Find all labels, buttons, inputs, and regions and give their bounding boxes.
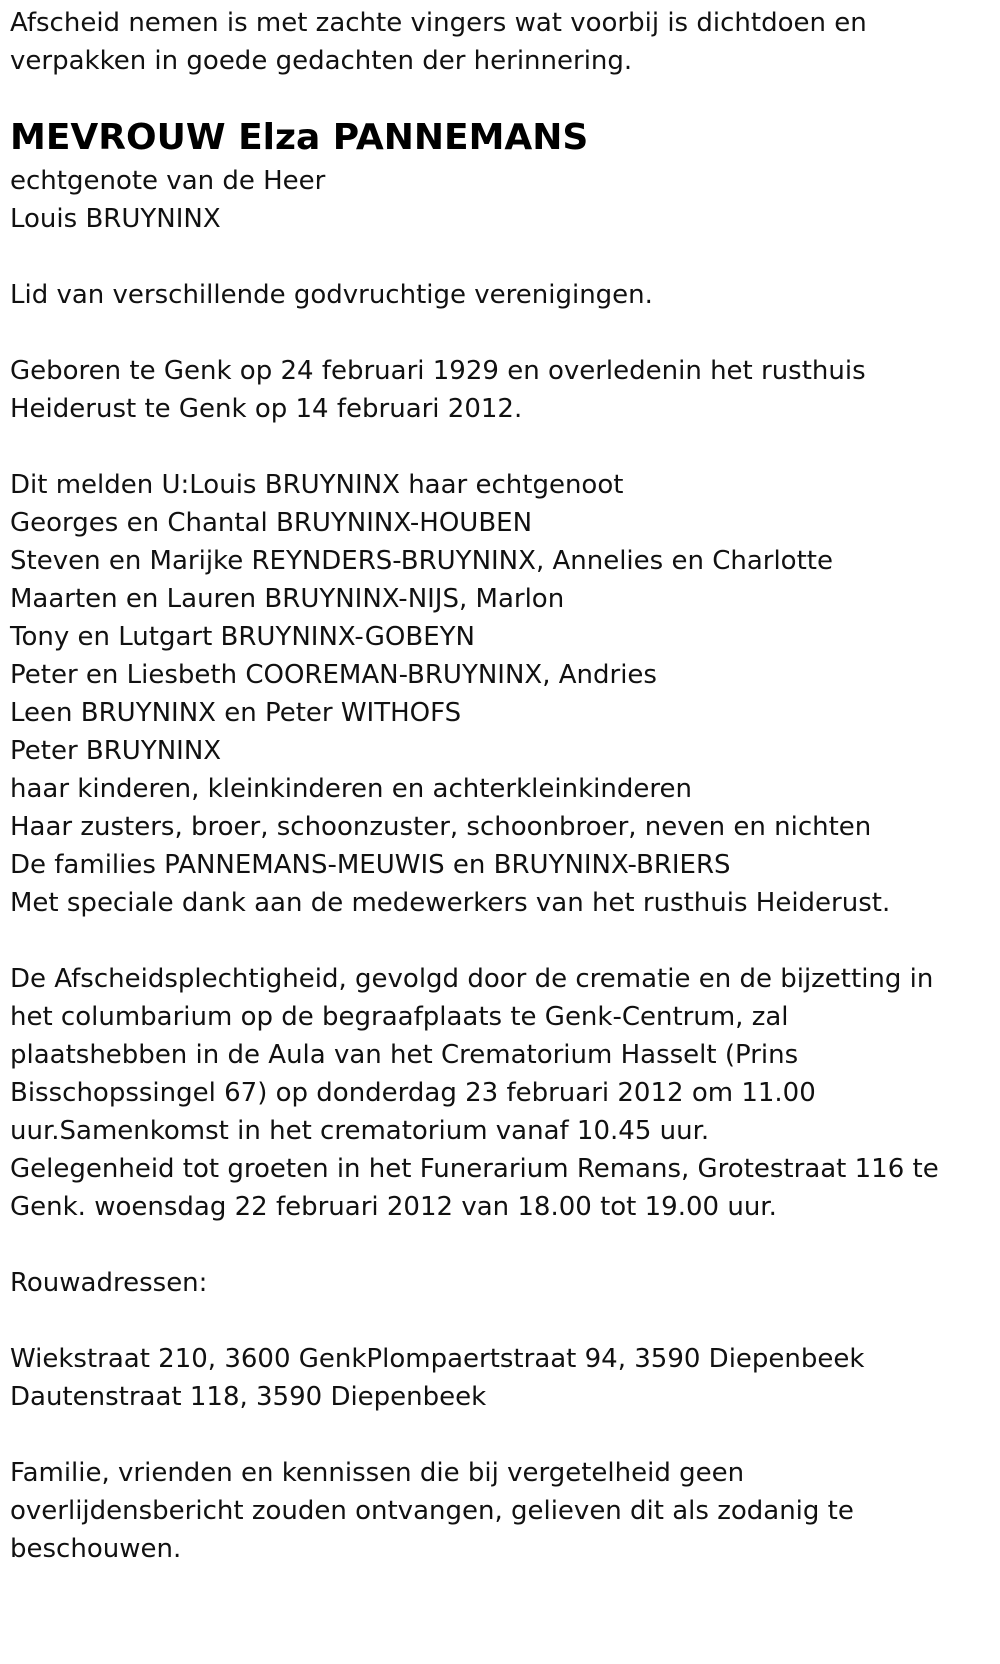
intro-line: verpakken in goede gedachten der herinnering. [10,46,633,76]
deceased-name: MEVROUW Elza PANNEMANS [10,117,589,158]
family-line: Dit melden U:Louis BRUYNINX haar echtgenoot [10,470,624,500]
family-line: Maarten en Lauren BRUYNINX-NIJS, Marlon [10,584,565,614]
closing-line: beschouwen. [10,1534,182,1564]
ceremony-line: Genk. woensdag 22 februari 2012 van 18.00 tot 19.00 uur. [10,1192,777,1222]
spouse-info [10,162,990,238]
ceremony-info [10,960,990,1226]
intro-line: Afscheid nemen is met zachte vingers wat voorbij is dichtdoen en [10,8,867,38]
ceremony-line: het columbarium op de begraafplaats te Genk-Centrum, zal [10,1002,789,1032]
family-line: Peter en Liesbeth COOREMAN-BRUYNINX, Andries [10,660,657,690]
birth-death-line: Geboren te Genk op 24 februari 1929 en overledenin het rusthuis [10,356,866,386]
address-line: Dautenstraat 118, 3590 Diepenbeek [10,1382,487,1412]
ceremony-line: plaatshebben in de Aula van het Crematorium Hasselt (Prins [10,1040,799,1070]
ceremony-line: uur.Samenkomst in het crematorium vanaf 10.45 uur. [10,1116,710,1146]
family-line: De families PANNEMANS-MEUWIS en BRUYNINX-BRIERS [10,850,731,880]
family-line: Peter BRUYNINX [10,736,222,766]
family-line: haar kinderen, kleinkinderen en achterkleinkinderen [10,774,692,804]
ceremony-line: Gelegenheid tot groeten in het Funerarium Remans, Grotestraat 116 te [10,1154,939,1184]
family-list [10,466,990,922]
closing-line: overlijdensbericht zouden ontvangen, gelieven dit als zodanig te [10,1496,854,1526]
family-line: Steven en Marijke REYNDERS-BRUYNINX, Annelies en Charlotte [10,546,833,576]
ceremony-line: De Afscheidsplechtigheid, gevolgd door de crematie en de bijzetting in [10,964,934,994]
family-line: Haar zusters, broer, schoonzuster, schoonbroer, neven en nichten [10,812,872,842]
mourning-addresses [10,1340,990,1416]
addresses-label: Rouwadressen: [10,1268,208,1298]
birth-death-line: Heiderust te Genk op 14 februari 2012. [10,394,523,424]
membership-text: Lid van verschillende godvruchtige verenigingen. [10,280,653,310]
closing-line: Familie, vrienden en kennissen die bij vergetelheid geen [10,1458,745,1488]
intro-quote [10,4,990,80]
spouse-line: echtgenote van de Heer [10,166,326,196]
closing-note [10,1454,990,1568]
family-line: Tony en Lutgart BRUYNINX-GOBEYN [10,622,475,652]
ceremony-line: Bisschopssingel 67) op donderdag 23 februari 2012 om 11.00 [10,1078,816,1108]
family-line: Leen BRUYNINX en Peter WITHOFS [10,698,462,728]
family-line: Met speciale dank aan de medewerkers van het rusthuis Heiderust. [10,888,891,918]
family-line: Georges en Chantal BRUYNINX-HOUBEN [10,508,533,538]
birth-death-info [10,352,990,428]
address-line: Wiekstraat 210, 3600 GenkPlompaertstraat 94, 3590 Diepenbeek [10,1344,865,1374]
spouse-line: Louis BRUYNINX [10,204,221,234]
